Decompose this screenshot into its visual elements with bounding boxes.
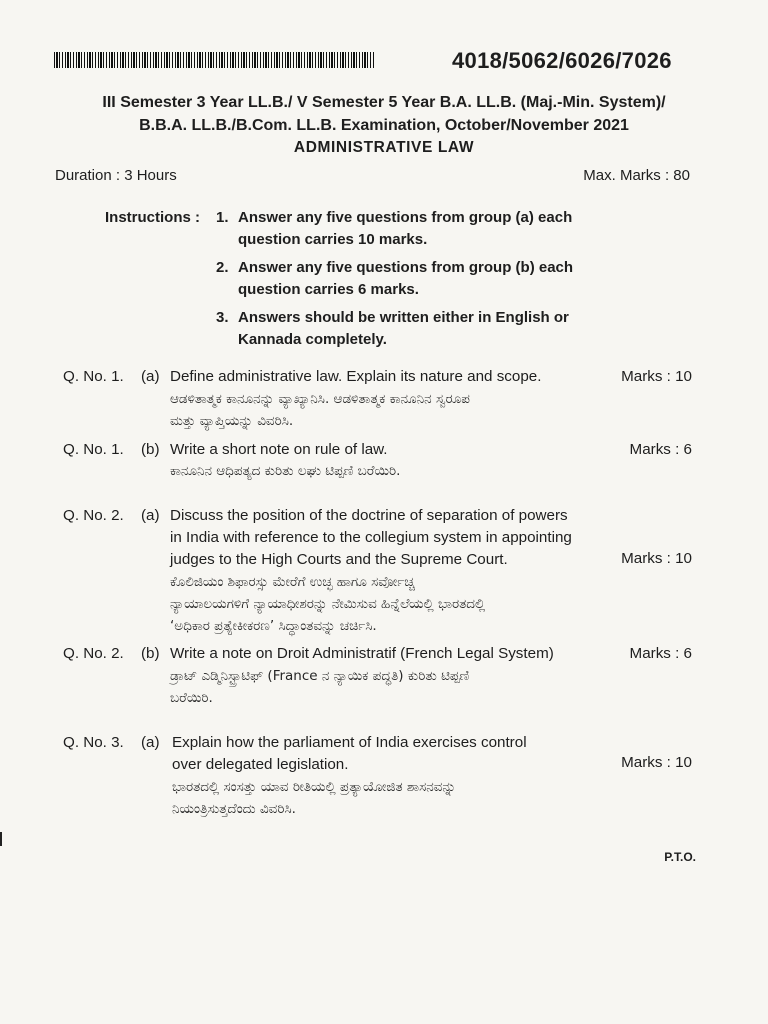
question-marks: Marks : 6 [629,441,692,458]
instruction-number: 3. [216,309,229,326]
question-number: Q. No. 1. [63,441,124,458]
question-text-kannada: ಕೊಲಿಜಿಯಂ ಶಿಫಾರಸ್ಸು ಮೇರೆಗೆ ಉಚ್ಛ ಹಾಗೂ ಸರ್ವೋಚ್ಚ [170,574,415,590]
question-part: (b) [141,645,160,662]
question-text: in India with reference to the collegium system in appointing [170,529,572,546]
question-marks: Marks : 10 [621,754,692,771]
question-marks: Marks : 6 [629,645,692,662]
subject-title: ADMINISTRATIVE LAW [293,139,475,156]
exam-title-line2: B.B.A. LL.B./B.Com. LL.B. Examination, October/November 2021 [139,117,629,134]
question-text-kannada: ಕಾನೂನಿನ ಆಧಿಪತ್ಯದ ಕುರಿತು ಲಘು ಟಿಪ್ಪಣಿ ಬರೆಯಿರಿ. [170,463,401,479]
question-text: Discuss the position of the doctrine of separation of powers [170,507,568,524]
question-number: Q. No. 2. [63,507,124,524]
question-text-kannada: ಡ್ರಾಟ್ ಎಡ್ಮಿನಿಸ್ಟ್ರಾಟಿಫ್ (France ನ ನ್ಯಾಯಿಕ ಪದ್ಧತಿ) ಕುರಿತು ಟಿಪ್ಪಣಿ [170,668,470,684]
question-text: Explain how the parliament of India exercises control [172,734,527,751]
instruction-number: 2. [216,259,229,276]
paper-code: 4018/5062/6026/7026 [452,48,672,73]
instruction-number: 1. [216,209,229,226]
instruction-text: Answers should be written either in English or [238,309,569,326]
question-part: (a) [141,734,160,751]
question-part: (a) [141,368,160,385]
instruction-text: Answer any five questions from group (a) each [238,209,573,226]
instruction-text: Kannada completely. [238,331,387,348]
instruction-text: Answer any five questions from group (b) each [238,259,574,276]
question-text-kannada: ಮತ್ತು ವ್ಯಾಪ್ತಿಯನ್ನು ವಿವರಿಸಿ. [170,413,294,429]
question-number: Q. No. 2. [63,645,124,662]
question-text: Write a note on Droit Administratif (French Legal System) [170,645,554,662]
exam-title-line1: III Semester 3 Year LL.B./ V Semester 5 Year B.A. LL.B. (Maj.-Min. System)/ [102,94,666,111]
barcode [54,52,374,68]
question-text-kannada: ನಿಯಂತ್ರಿಸುತ್ತದೆಂದು ವಿವರಿಸಿ. [172,801,296,817]
instruction-text: question carries 10 marks. [238,231,428,248]
question-marks: Marks : 10 [621,550,692,567]
question-text-kannada: ನ್ಯಾಯಾಲಯಗಳಿಗೆ ನ್ಯಾಯಾಧೀಶರನ್ನು ನೇಮಿಸುವ ಹಿನ್ನೆಲೆಯಲ್ಲಿ ಭಾರತದಲ್ಲಿ [170,596,486,612]
question-text-kannada: ‘ಅಧಿಕಾರ ಪ್ರತ್ಯೇಕೀಕರಣ’ ಸಿದ್ಧಾಂತವನ್ನು ಚರ್ಚಿಸಿ. [170,618,377,634]
duration: Duration : 3 Hours [55,167,177,184]
question-text-kannada: ಬರೆಯಿರಿ. [170,690,213,706]
instructions-label: Instructions : [105,209,201,226]
question-number: Q. No. 1. [63,368,124,385]
question-text: Write a short note on rule of law. [170,441,388,458]
question-text-kannada: ಆಡಳಿತಾತ್ಮಕ ಕಾನೂನನ್ನು ವ್ಯಾಖ್ಯಾನಿಸಿ. ಆಡಳಿತಾತ್ಮಕ ಕಾನೂನಿನ ಸ್ವರೂಪ [170,391,470,407]
question-text: judges to the High Courts and the Supreme Court. [170,551,508,568]
instruction-text: question carries 6 marks. [238,281,419,298]
max-marks: Max. Marks : 80 [583,167,690,184]
question-part: (b) [141,441,160,458]
question-marks: Marks : 10 [621,368,692,385]
question-text-kannada: ಭಾರತದಲ್ಲಿ ಸಂಸತ್ತು ಯಾವ ರೀತಿಯಲ್ಲಿ ಪ್ರತ್ಯಾಯೋಜಿತ ಶಾಸನವನ್ನು [172,779,457,795]
question-text: over delegated legislation. [172,756,349,773]
scan-edge-mark [0,832,2,846]
question-number: Q. No. 3. [63,734,124,751]
question-part: (a) [141,507,160,524]
question-text: Define administrative law. Explain its nature and scope. [170,368,542,385]
page-turn-over: P.T.O. [664,850,696,864]
